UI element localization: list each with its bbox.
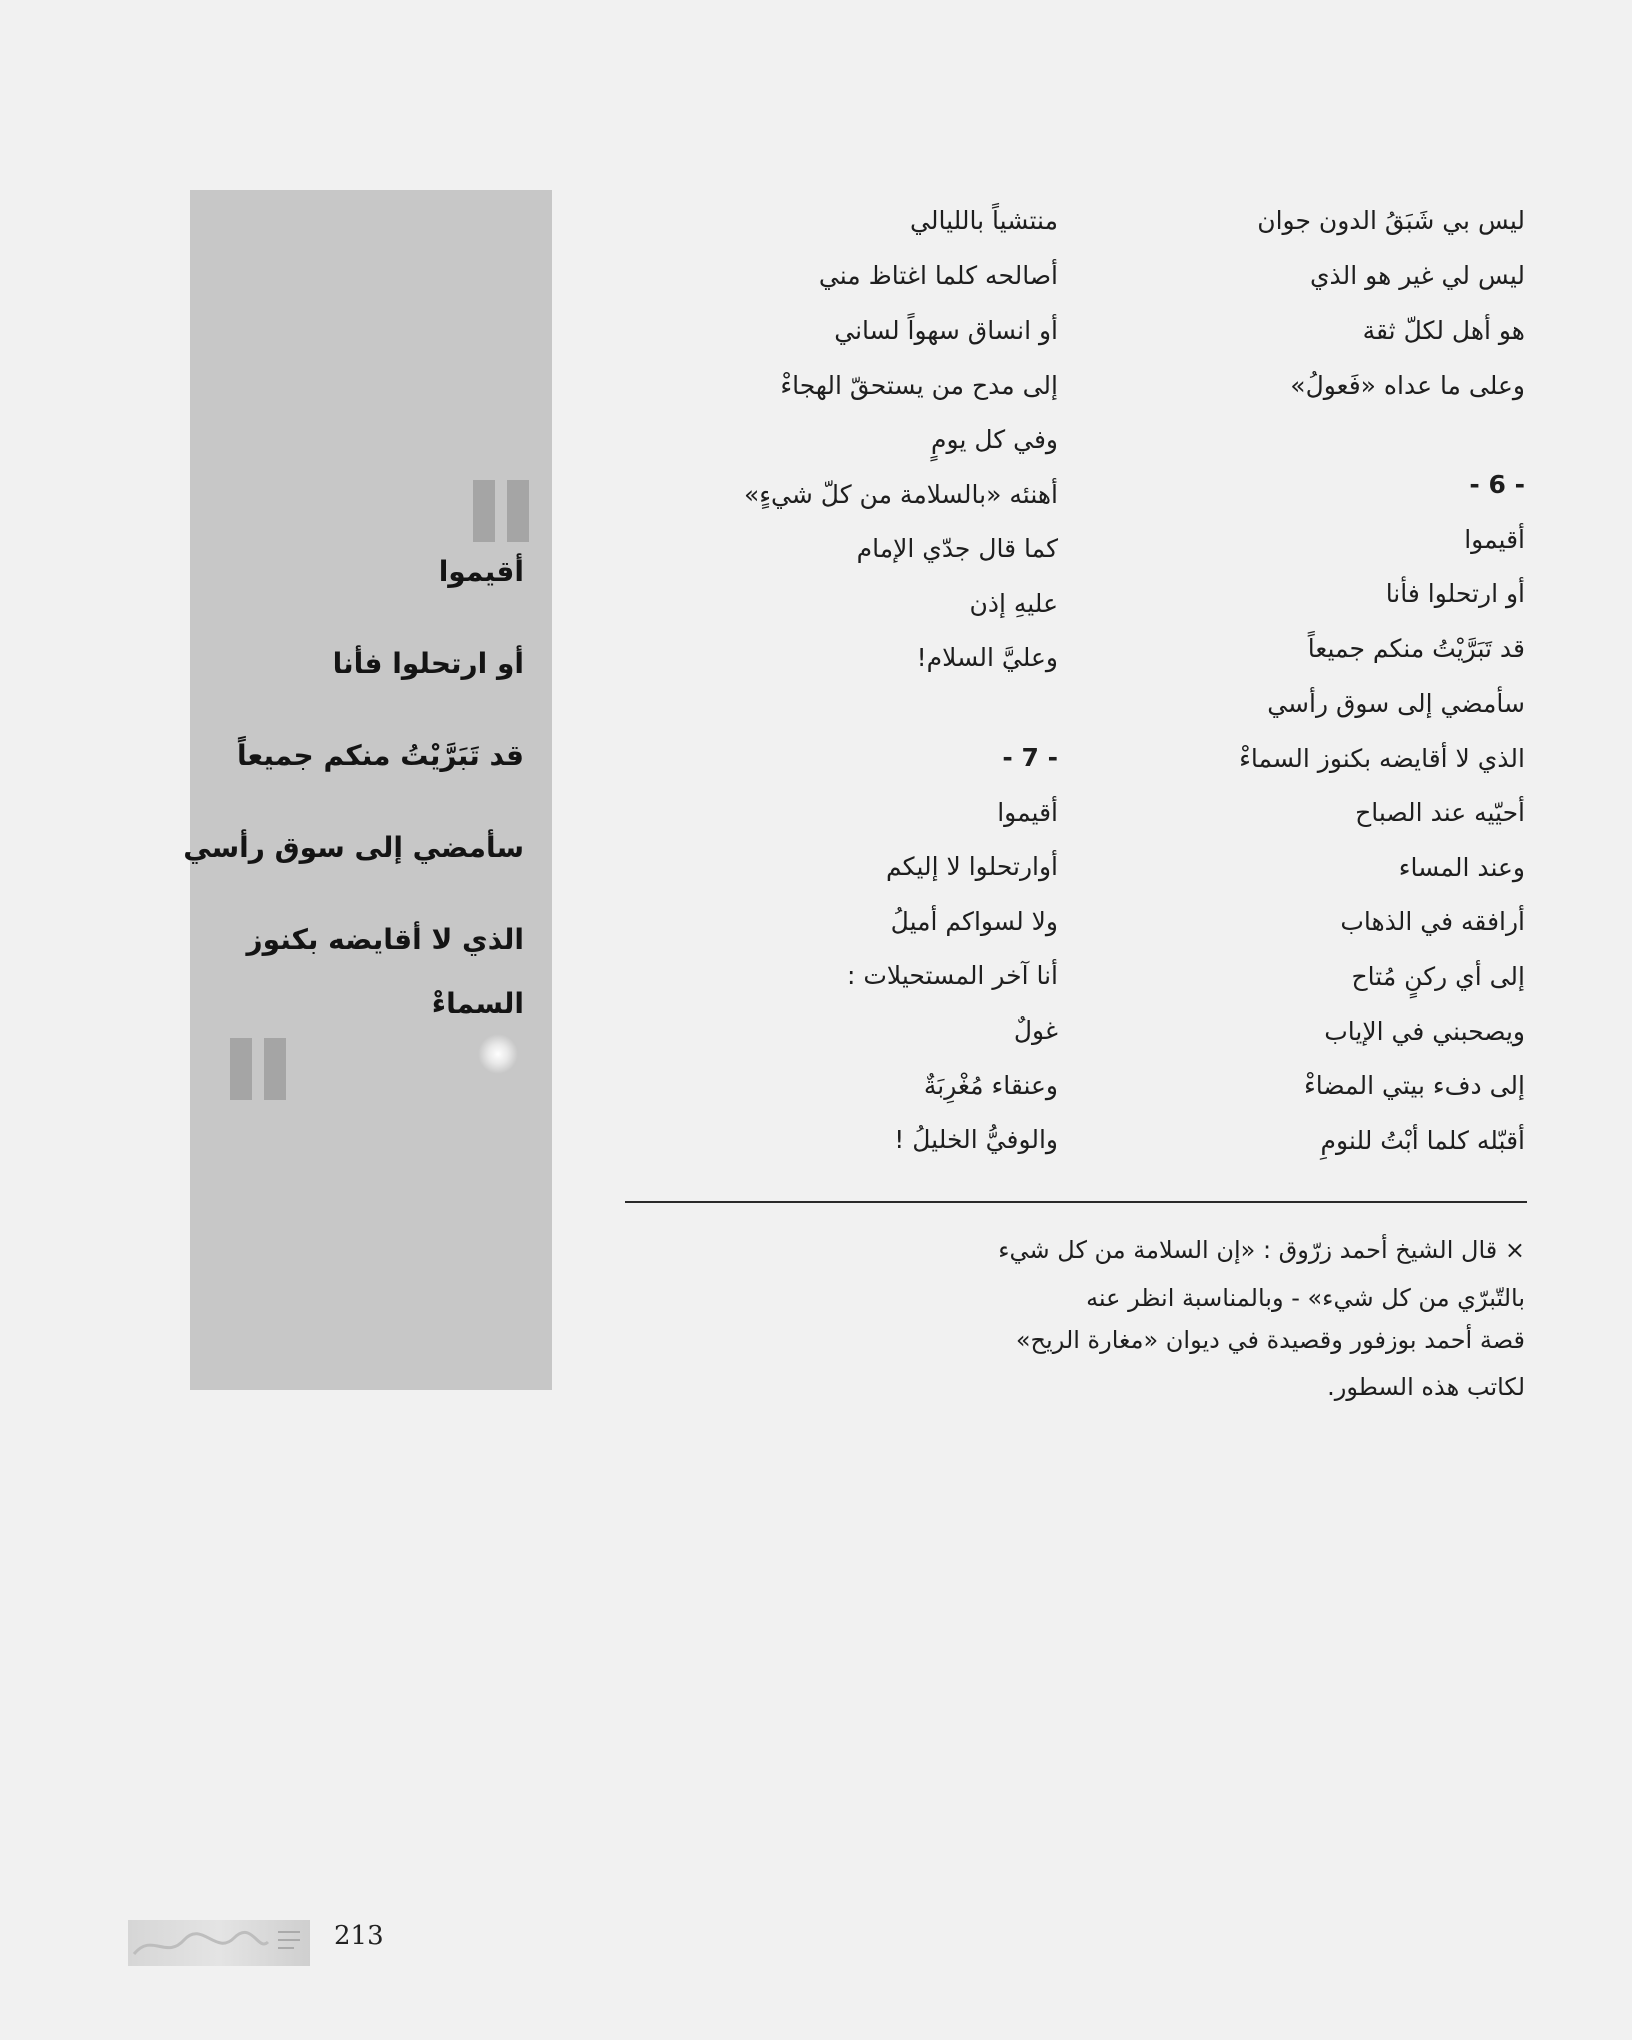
pull-quote-line: الذي لا أقايضه بكنوز bbox=[246, 923, 524, 956]
poem-line: هو أهل لكلّ ثقة bbox=[1362, 316, 1525, 345]
poem-line: وعليَّ السلام! bbox=[916, 643, 1058, 672]
poem-line: الذي لا أقايضه بكنوز السماءْ bbox=[1239, 744, 1525, 773]
poem-line: كما قال جدّي الإمام bbox=[856, 534, 1058, 563]
poem-line: والوفيُّ الخليلُ ! bbox=[894, 1125, 1058, 1154]
poem-line: قد تَبَرَّيْتُ منكم جميعاً bbox=[1307, 634, 1525, 663]
quote-close-icon bbox=[230, 1038, 286, 1100]
poem-line: إلى دفء بيتي المضاءْ bbox=[1304, 1071, 1525, 1100]
poem-line: أو ارتحلوا فأنا bbox=[1385, 579, 1525, 608]
poem-line: أصالحه كلما اغتاظ مني bbox=[818, 261, 1058, 290]
poem-line: منتشياً بالليالي bbox=[910, 206, 1058, 235]
poem-line: عليهِ إذن bbox=[969, 589, 1058, 618]
footnote-line: بالتّبرّي من كل شيء» - وبالمناسبة انظر عنه bbox=[1086, 1284, 1525, 1312]
poem-line: وعنقاء مُغْرِبَةٌ bbox=[923, 1071, 1058, 1100]
poem-line: أوارتحلوا لا إليكم bbox=[886, 852, 1058, 881]
poem-line: ليس بي شَبَقُ الدون جوان bbox=[1257, 206, 1525, 235]
poem-line: وفي كل يومٍ bbox=[931, 425, 1058, 454]
quote-open-icon bbox=[473, 480, 529, 542]
folio-pattern-icon bbox=[128, 1920, 310, 1966]
footnote-divider bbox=[625, 1201, 1527, 1203]
poem-line: ويصحبني في الإياب bbox=[1324, 1017, 1525, 1046]
poem-line: أحيّيه عند الصباح bbox=[1355, 798, 1525, 827]
poem-line: إلى أي ركنٍ مُتاح bbox=[1351, 962, 1525, 991]
poem-line: أو انساق سهواً لساني bbox=[834, 316, 1058, 345]
light-spot bbox=[478, 1034, 518, 1074]
poem-line: وعلى ما عداه «فَعولُ» bbox=[1290, 371, 1525, 400]
pull-quote-line: قد تَبَرَّيْتُ منكم جميعاً bbox=[237, 739, 524, 772]
poem-line: أقيموا bbox=[1464, 525, 1525, 554]
footnote-line: قصة أحمد بوزفور وقصيدة في ديوان «مغارة الريح» bbox=[1015, 1326, 1525, 1354]
poem-line: غولٌ bbox=[1013, 1016, 1058, 1045]
poem-line: أقبّله كلما أبْتُ للنومِ bbox=[1320, 1126, 1525, 1155]
poem-line: أقيموا bbox=[997, 798, 1058, 827]
poem-line: أرافقه في الذهاب bbox=[1340, 907, 1525, 936]
poem-line: أهنئه «بالسلامة من كلّ شيءٍ» bbox=[743, 480, 1058, 509]
poem-line: ولا لسواكم أميلُ bbox=[890, 907, 1058, 936]
poem-line: ليس لي غير هو الذي bbox=[1309, 261, 1525, 290]
poem-line: سأمضي إلى سوق رأسي bbox=[1267, 689, 1525, 718]
footnote-line: لكاتب هذه السطور. bbox=[1327, 1373, 1525, 1401]
pull-quote-line: سأمضي إلى سوق رأسي bbox=[183, 831, 524, 864]
poem-line: أنا آخر المستحيلات : bbox=[847, 961, 1058, 990]
poem-line: وعند المساء bbox=[1398, 853, 1525, 882]
folio-logo bbox=[128, 1920, 310, 1966]
page-number: 213 bbox=[334, 1921, 384, 1951]
pull-quote-line: أقيموا bbox=[438, 555, 524, 588]
pull-quote-line: السماءْ bbox=[431, 987, 524, 1020]
section-number: - 7 - bbox=[1002, 743, 1058, 772]
pull-quote-box bbox=[183, 190, 552, 1390]
footnote-line: × قال الشيخ أحمد زرّوق : «إن السلامة من كل شيء bbox=[998, 1236, 1525, 1264]
poem-line: إلى مدح من يستحقّ الهجاءْ bbox=[780, 371, 1058, 400]
pull-quote-line: أو ارتحلوا فأنا bbox=[332, 647, 524, 680]
section-number: - 6 - bbox=[1469, 470, 1525, 499]
